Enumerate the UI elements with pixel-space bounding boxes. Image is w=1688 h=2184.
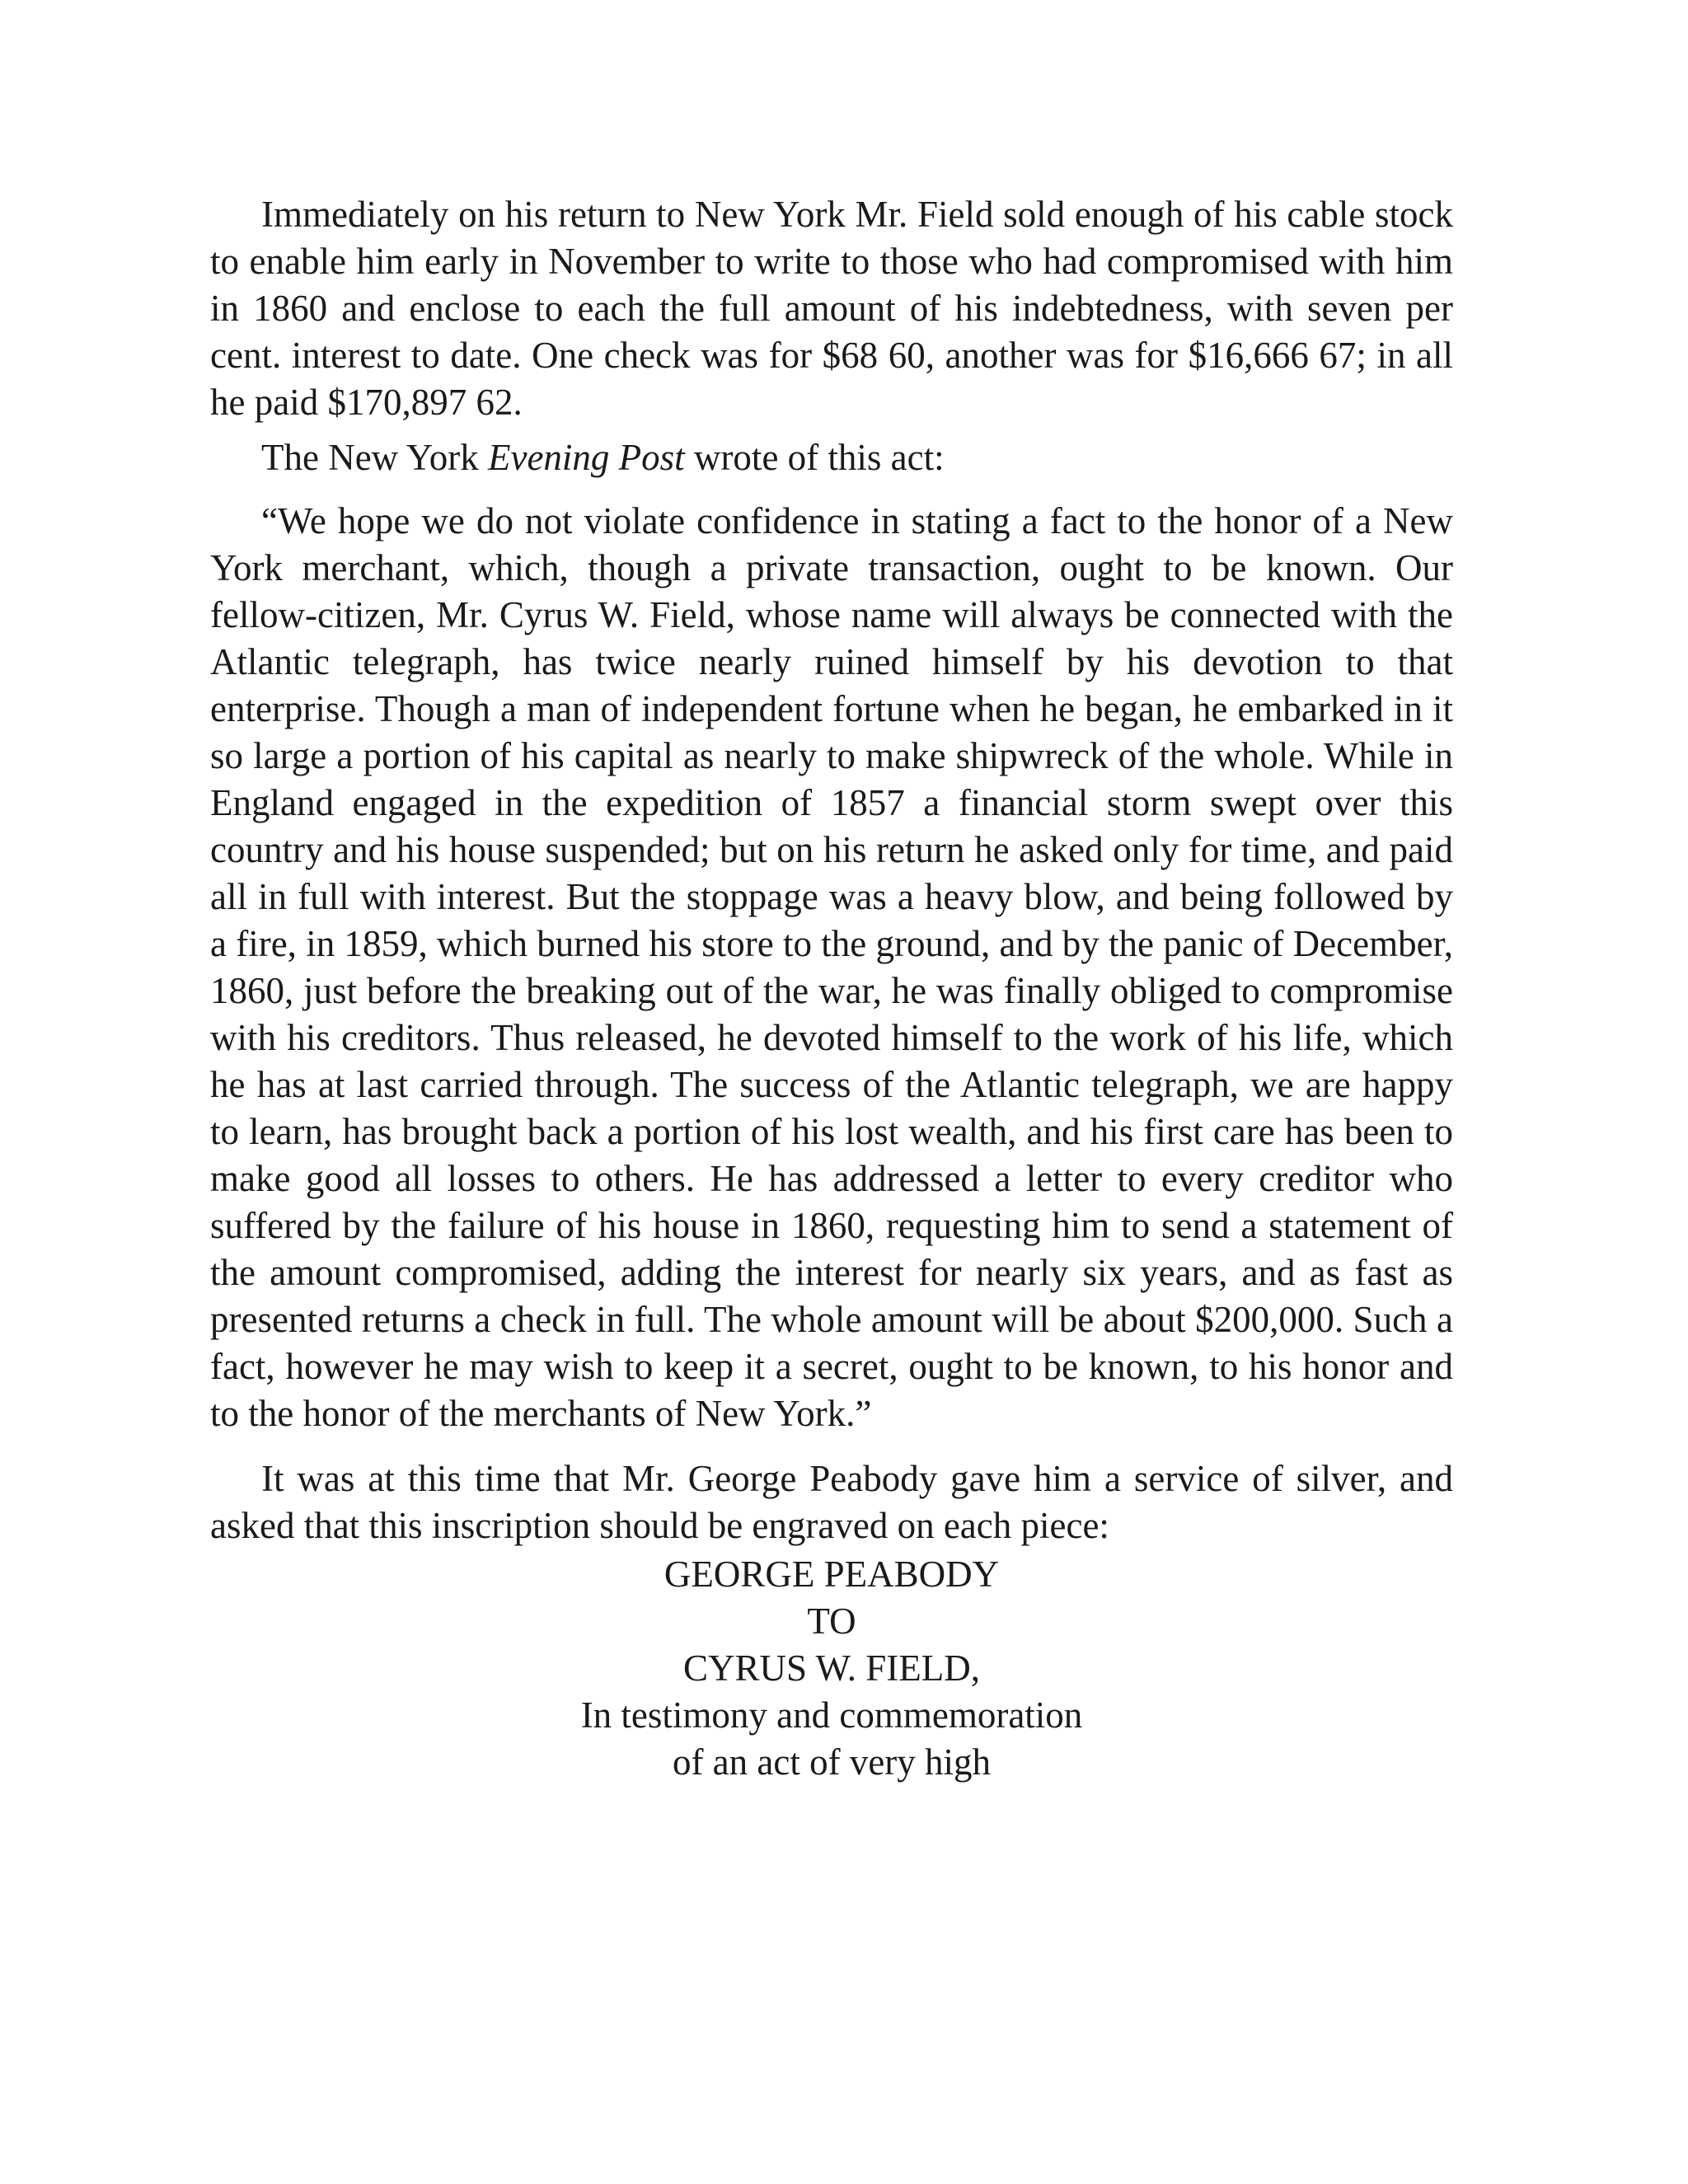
engraved-inscription (210, 1551, 1453, 1786)
intro-text-end: wrote of this act: (684, 437, 945, 478)
evening-post-quotation: “We hope we do not violate confidence in stating a fact to the honor of a New York merchant, which, though a private transaction, ought to be known. Our fellow-citizen, Mr. Cyrus W. Field, whose name will always be connected with the Atlantic telegraph, has twice nearly ruined himself by his devotion to that enterprise. Though a man of independent fortune when he began, he embarked in it so large a portion of his capital as nearly to make shipwreck of the whole. While in England engaged in the expedition of 1857 a financial storm swept over this country and his house suspended; but on his return he asked only for time, and paid all in full with interest. But the stoppage was a heavy blow, and being followed by a fire, in 1859, which burned his store to the ground, and by the panic of December, 1860, just before the breaking out of the war, he was finally obliged to compromise with his creditors. Thus released, he devoted himself to the work of his life, which he has at last carried through. The success of the Atlantic telegraph, we are happy to learn, has brought back a portion of his lost wealth, and his first care has been to make good all losses to others. He has addressed a letter to every creditor who suffered by the failure of his house in 1860, requesting him to send a statement of the amount compromised, adding the interest for nearly six years, and as fast as presented returns a check in full. The whole amount will be about $200,000. Such a fact, however he may wish to keep it a secret, ought to be known, to his honor and to the honor of the merchants of New York.” (210, 500, 1453, 1434)
paragraph-evening-post-intro (210, 434, 1453, 481)
newspaper-title: Evening Post (488, 437, 685, 478)
inscription-line: GEORGE PEABODY (663, 1554, 1000, 1595)
intro-text-start: The New York (261, 437, 488, 478)
inscription-line: of an act of very high (672, 1741, 992, 1783)
paragraph-return-to-new-york: Immediately on his return to New York Mr. Field sold enough of his cable stock to enable him early in November to write to those who had compromised with him in 1860 and enclose to each the full amount of his indebtedness, with seven per cent. interest to date. One check was for $68 60, another was for $16,666 67; in all he paid $170,897 62. (210, 194, 1453, 423)
page-body (210, 191, 1453, 1786)
paragraph-peabody-silver: It was at this time that Mr. George Peabody gave him a service of silver, and asked that this inscription should be engraved on each piece: (210, 1458, 1453, 1546)
inscription-line: TO (807, 1601, 856, 1642)
inscription-line: CYRUS W. FIELD, (682, 1647, 981, 1689)
inscription-line: In testimony and commemoration (580, 1694, 1083, 1736)
